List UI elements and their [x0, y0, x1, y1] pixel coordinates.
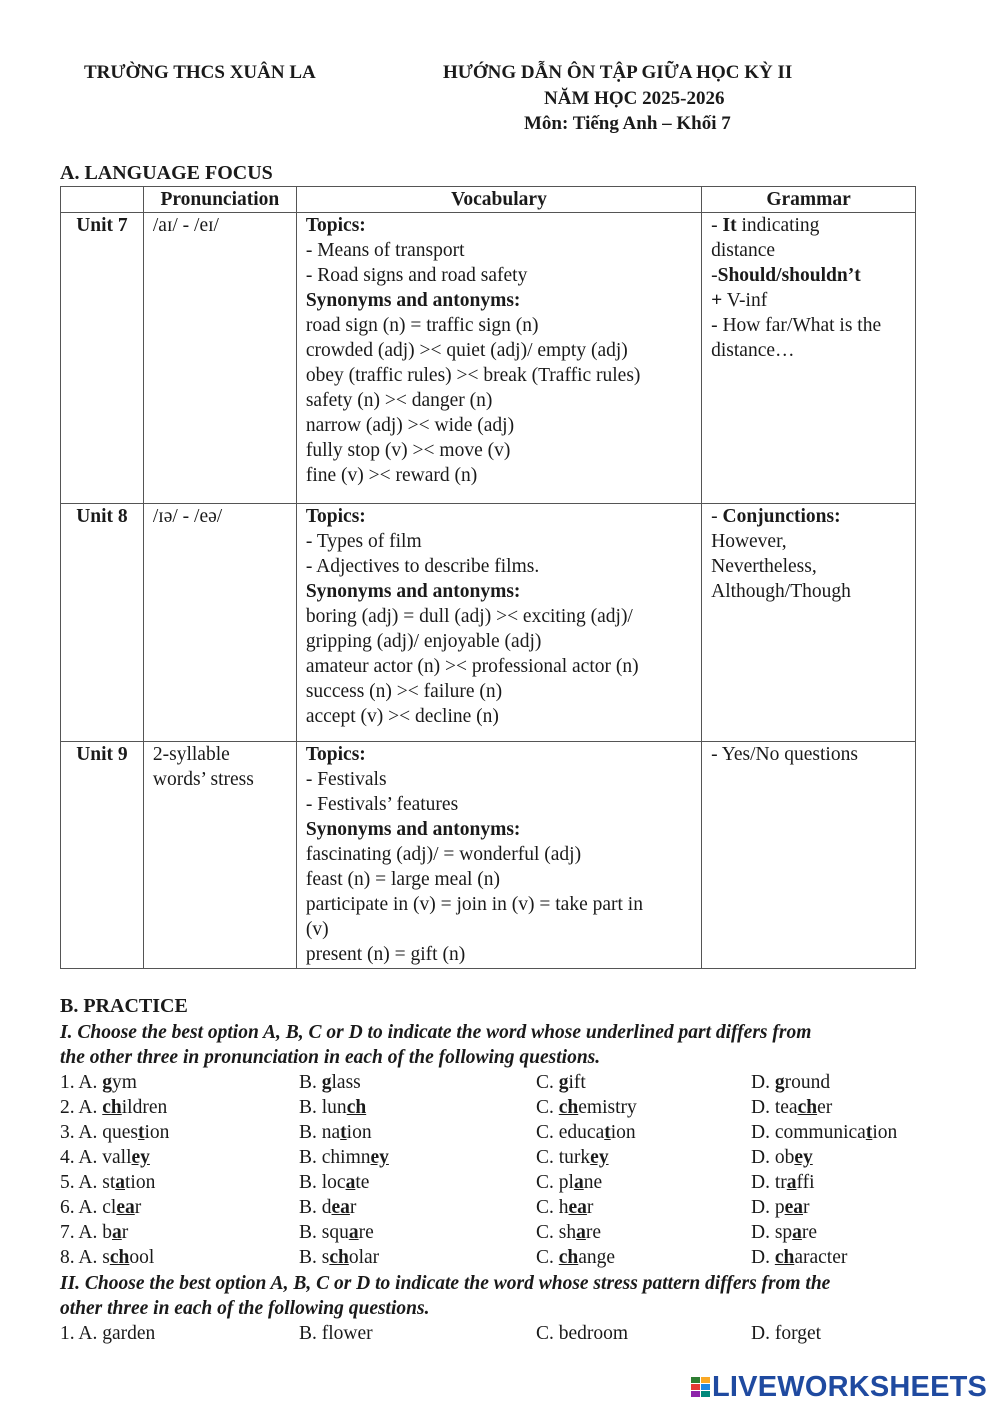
subject-line: Môn: Tiếng Anh – Khối 7: [524, 113, 731, 134]
answer-option: 1. A. gym: [60, 1072, 137, 1093]
underlined-part: a: [115, 1172, 126, 1193]
vocabulary-cell: [296, 213, 701, 504]
section-b-title: B. PRACTICE: [60, 995, 188, 1017]
answer-option: D. pear: [751, 1197, 810, 1218]
grammar-item: - How far/What is the: [711, 315, 882, 336]
answer-option: B. flower: [299, 1323, 373, 1344]
table-row: [61, 742, 916, 969]
answer-option: B. dear: [299, 1197, 357, 1218]
vocab-item: (v): [305, 919, 329, 940]
underlined-part: ch: [774, 1247, 795, 1268]
answer-option: D. spare: [751, 1222, 818, 1243]
vocabulary-cell: [296, 504, 701, 742]
answer-option: D. obey: [751, 1147, 813, 1168]
answer-option: D. traffi: [751, 1172, 815, 1193]
underlined-part: a: [786, 1172, 797, 1193]
answer-option: C. bedroom: [536, 1323, 629, 1344]
vocab-item: safety (n) >< danger (n): [305, 390, 493, 411]
answer-option: C. hear: [536, 1197, 594, 1218]
underlined-part: t: [604, 1122, 611, 1143]
underlined-part: t: [865, 1122, 873, 1143]
school-year: NĂM HỌC 2025-2026: [544, 88, 725, 109]
liveworksheets-logo: [690, 1370, 987, 1404]
answer-option: 4. A. valley: [60, 1147, 150, 1168]
answer-option: 2. A. children: [60, 1097, 168, 1118]
answer-option: B. chimney: [299, 1147, 389, 1168]
grammar-item: distance: [711, 240, 775, 261]
topic-item: - Festivals: [305, 769, 387, 790]
unit-label: Unit 9: [61, 742, 144, 969]
answer-option: 1. A. garden: [60, 1323, 156, 1344]
grammar-item: - It indicating: [711, 215, 820, 236]
grammar-cell: [702, 213, 916, 504]
header-grammar: Grammar: [702, 187, 916, 213]
pron-text: 2-syllable: [152, 744, 230, 765]
topic-item: - Festivals’ features: [305, 794, 459, 815]
vocab-item: feast (n) = large meal (n): [305, 869, 500, 890]
pronunciation-cell: [143, 213, 296, 504]
underlined-part: a: [348, 1222, 359, 1243]
table-row: [61, 213, 916, 504]
liveworksheets-logo-icon: [690, 1375, 712, 1399]
answer-option: C. gift: [536, 1072, 586, 1093]
vocab-item: present (n) = gift (n): [305, 944, 466, 965]
underlined-part: t: [138, 1122, 145, 1143]
grammar-cell: [702, 504, 916, 742]
underlined-part: a: [576, 1222, 586, 1243]
answer-option: D. ground: [751, 1072, 831, 1093]
grammar-item: Although/Though: [711, 581, 851, 602]
unit-label: Unit 7: [61, 213, 144, 504]
vocab-item: fully stop (v) >< move (v): [305, 440, 511, 461]
underlined-part: ea: [568, 1197, 587, 1218]
vocab-item: gripping (adj)/ enjoyable (adj): [305, 631, 542, 652]
instruction-line: I. Choose the best option A, B, C or D to indicate the word whose underlined part differs from: [60, 1022, 812, 1043]
topics-label: Topics:: [305, 506, 366, 527]
grammar-item: distance…: [711, 340, 795, 361]
answer-option: 8. A. school: [60, 1247, 155, 1268]
answer-option: 3. A. question: [60, 1122, 170, 1143]
topic-item: - Adjectives to describe films.: [305, 556, 540, 577]
topic-item: - Road signs and road safety: [305, 265, 528, 286]
answer-option: B. nation: [299, 1122, 372, 1143]
topics-label: Topics:: [305, 744, 366, 765]
table-header-row: [61, 187, 916, 213]
part2-instruction: [60, 1271, 940, 1321]
answer-option: C. chemistry: [536, 1097, 637, 1118]
header-vocabulary: Vocabulary: [296, 187, 701, 213]
grammar-cell: [702, 742, 916, 969]
underlined-part: ey: [370, 1147, 389, 1168]
instruction-line: the other three in pronunciation in each of the following questions.: [60, 1047, 601, 1068]
header-pronunciation: Pronunciation: [143, 187, 296, 213]
part1-instruction: [60, 1020, 940, 1070]
grammar-item: + V-inf: [711, 290, 768, 311]
answer-option: B. lunch: [299, 1097, 367, 1118]
topic-item: - Types of film: [305, 531, 422, 552]
document-title: HƯỚNG DẪN ÔN TẬP GIỮA HỌC KỲ II: [443, 62, 793, 83]
underlined-part: g: [558, 1072, 569, 1093]
underlined-part: ch: [346, 1097, 367, 1118]
vocab-item: boring (adj) = dull (adj) >< exciting (adj)/: [305, 606, 633, 627]
vocab-item: fine (v) >< reward (n): [305, 465, 478, 486]
table-row: [61, 504, 916, 742]
vocab-item: amateur actor (n) >< professional actor (n): [305, 656, 639, 677]
pron-text: /aɪ/ - /eɪ/: [152, 215, 219, 236]
unit-label: Unit 8: [61, 504, 144, 742]
underlined-part: ey: [794, 1147, 813, 1168]
synonyms-label: Synonyms and antonyms:: [305, 819, 521, 840]
pronunciation-cell: [143, 742, 296, 969]
section-a-title: A. LANGUAGE FOCUS: [60, 162, 273, 184]
vocabulary-cell: [296, 742, 701, 969]
answer-option: 5. A. station: [60, 1172, 156, 1193]
answer-option: D. character: [751, 1247, 848, 1268]
answer-option: C. share: [536, 1222, 602, 1243]
underlined-part: g: [774, 1072, 785, 1093]
answer-option: D. communication: [751, 1122, 898, 1143]
answer-option: B. glass: [299, 1072, 361, 1093]
synonyms-label: Synonyms and antonyms:: [305, 581, 521, 602]
underlined-part: ea: [331, 1197, 350, 1218]
topic-item: - Means of transport: [305, 240, 465, 261]
answer-option: D. teacher: [751, 1097, 833, 1118]
topics-label: Topics:: [305, 215, 366, 236]
grammar-item: -Should/shouldn’t: [711, 265, 861, 286]
answer-option: D. forget: [751, 1323, 822, 1344]
vocab-item: fascinating (adj)/ = wonderful (adj): [305, 844, 582, 865]
grammar-item: Nevertheless,: [711, 556, 817, 577]
underlined-part: a: [345, 1172, 356, 1193]
underlined-part: ch: [329, 1247, 349, 1268]
underlined-part: ch: [102, 1097, 122, 1118]
instruction-line: II. Choose the best option A, B, C or D to indicate the word whose stress pattern differs from the: [60, 1273, 831, 1294]
answer-option: C. change: [536, 1247, 616, 1268]
underlined-part: g: [102, 1072, 113, 1093]
underlined-part: ey: [131, 1147, 150, 1168]
vocab-item: accept (v) >< decline (n): [305, 706, 499, 727]
answer-option: 7. A. bar: [60, 1222, 129, 1243]
underlined-part: a: [112, 1222, 122, 1243]
underlined-part: t: [340, 1122, 347, 1143]
answer-option: B. square: [299, 1222, 374, 1243]
underlined-part: ch: [558, 1247, 579, 1268]
header-blank: [61, 187, 144, 213]
underlined-part: ea: [784, 1197, 803, 1218]
grammar-item: However,: [711, 531, 787, 552]
underlined-part: ey: [590, 1147, 609, 1168]
underlined-part: a: [573, 1172, 584, 1193]
underlined-part: g: [321, 1072, 332, 1093]
answer-option: C. turkey: [536, 1147, 609, 1168]
pron-text: words’ stress: [152, 769, 254, 790]
synonyms-label: Synonyms and antonyms:: [305, 290, 521, 311]
underlined-part: ch: [558, 1097, 579, 1118]
grammar-item: - Yes/No questions: [711, 744, 858, 765]
answer-option: C. plane: [536, 1172, 603, 1193]
school-name: TRƯỜNG THCS XUÂN LA: [84, 62, 316, 83]
vocab-item: participate in (v) = join in (v) = take part in: [305, 894, 643, 915]
answer-option: C. education: [536, 1122, 636, 1143]
answer-option: 6. A. clear: [60, 1197, 142, 1218]
vocab-item: road sign (n) = traffic sign (n): [305, 315, 539, 336]
underlined-part: ch: [109, 1247, 130, 1268]
underlined-part: a: [792, 1222, 802, 1243]
answer-option: B. scholar: [299, 1247, 380, 1268]
vocab-item: narrow (adj) >< wide (adj): [305, 415, 515, 436]
vocab-item: crowded (adj) >< quiet (adj)/ empty (adj): [305, 340, 628, 361]
vocab-item: success (n) >< failure (n): [305, 681, 503, 702]
instruction-line: other three in each of the following questions.: [60, 1298, 430, 1319]
pronunciation-cell: [143, 504, 296, 742]
underlined-part: ch: [797, 1097, 818, 1118]
pron-text: /ɪə/ - /eə/: [152, 506, 223, 527]
answer-option: B. locate: [299, 1172, 370, 1193]
vocab-item: obey (traffic rules) >< break (Traffic rules): [305, 365, 641, 386]
language-focus-table: [60, 186, 916, 969]
grammar-item: - Conjunctions:: [711, 506, 841, 527]
liveworksheets-logo-text: LIVEWORKSHEETS: [712, 1370, 988, 1403]
underlined-part: ea: [116, 1197, 135, 1218]
